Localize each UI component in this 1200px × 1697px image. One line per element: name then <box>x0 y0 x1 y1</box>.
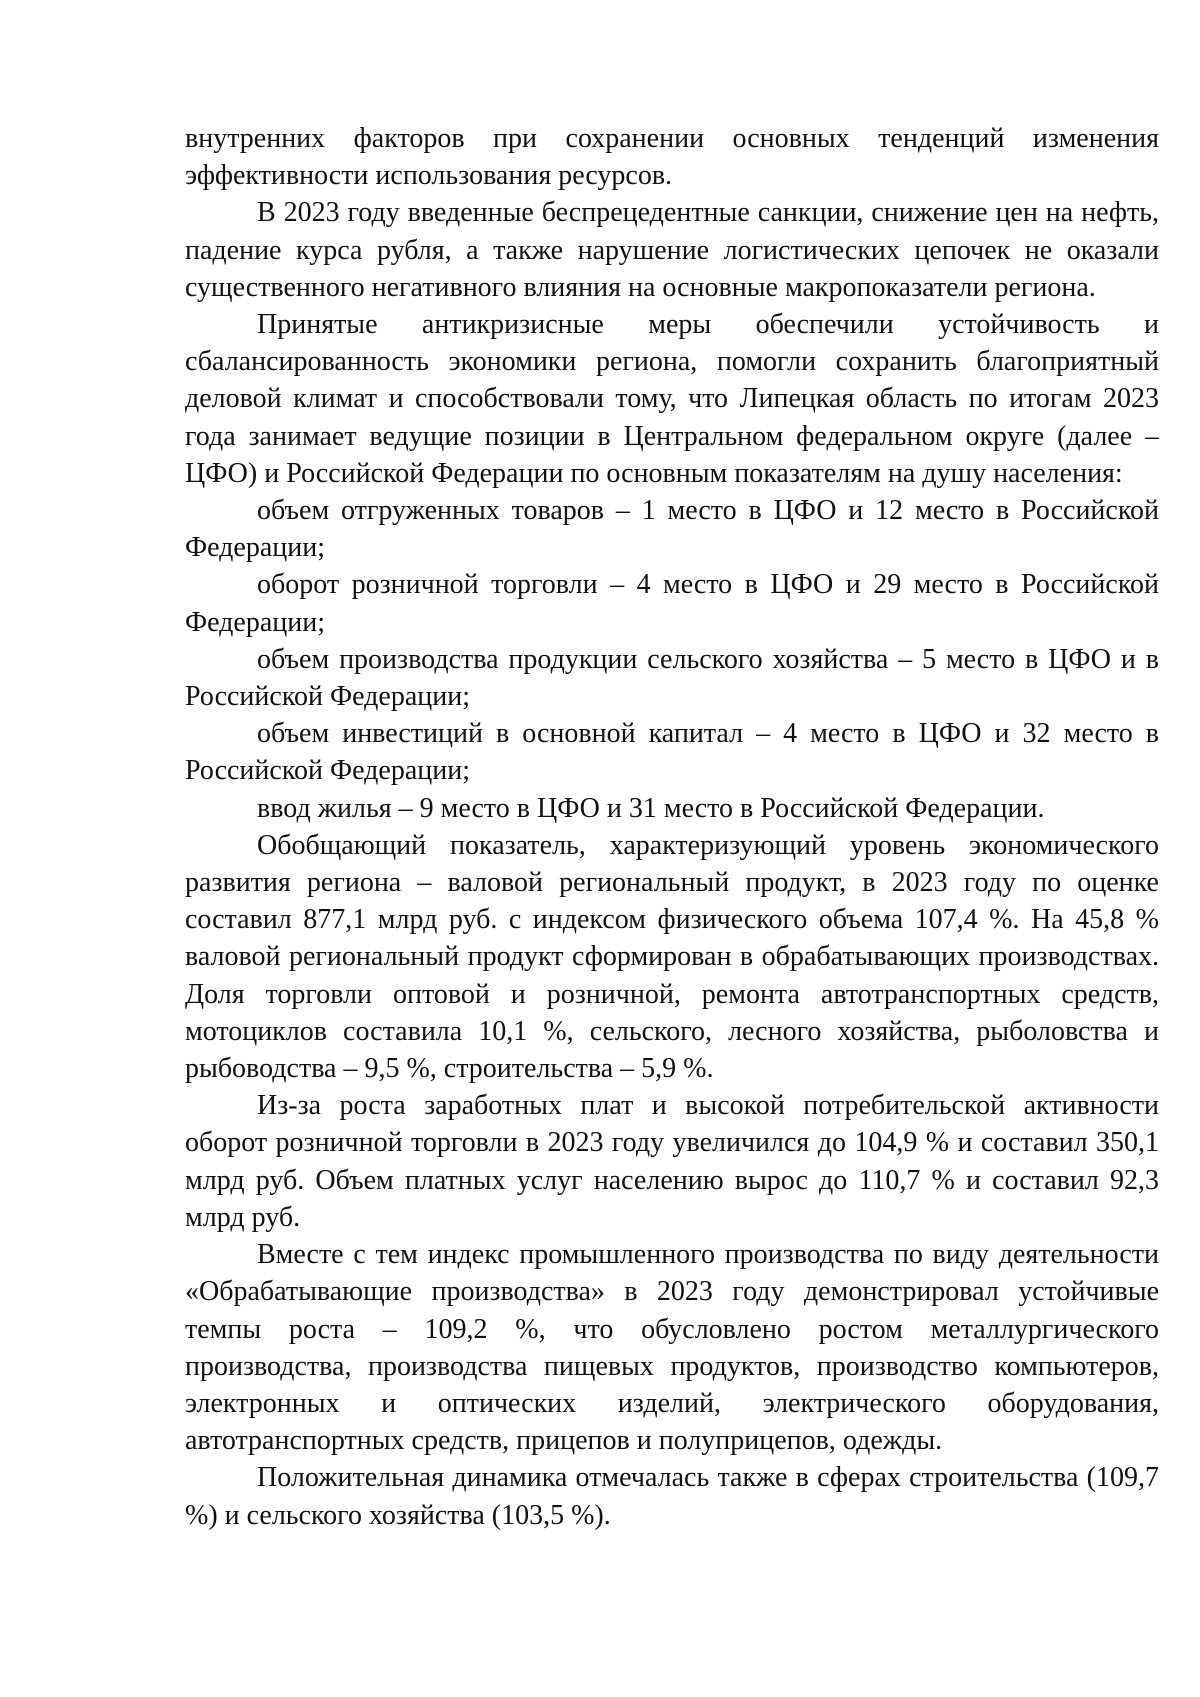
paragraph-continuation: внутренних факторов при сохранении основных тенденций изменения эффективности использования ресурсов. <box>185 123 1159 192</box>
list-item-housing: ввод жилья – 9 место в ЦФО и 31 место в Российской Федерации. <box>257 792 1045 824</box>
paragraph-anticrisis-measures: Принятые антикризисные меры обеспечили устойчивость и сбалансированность экономики региона, помогли сохранить благоприятный деловой климат и способствовали тому, что Липецкая область по итогам 2023 года занимает ведущие позиции в Центральном федеральном округе (далее – ЦФО) и Российской Федерации по основным показателям на душу населения: <box>185 309 1159 489</box>
list-item-shipped-goods: объем отгруженных товаров – 1 место в ЦФО и 12 место в Российской Федерации; <box>185 495 1159 564</box>
document-body <box>185 120 1159 1534</box>
list-item-retail-turnover: оборот розничной торговли – 4 место в ЦФО и 29 место в Российской Федерации; <box>185 569 1159 638</box>
paragraph-positive-dynamics: Положительная динамика отмечалась также в сферах строительства (109,7 %) и сельского хозяйства (103,5 %). <box>185 1462 1159 1531</box>
paragraph-retail-services: Из-за роста заработных плат и высокой потребительской активности оборот розничной торговли в 2023 году увеличился до 104,9 % и составил 350,1 млрд руб. Объем платных услуг населению вырос до 110,7 % и составил 92,3 млрд руб. <box>185 1090 1159 1233</box>
paragraph-manufacturing: Вместе с тем индекс промышленного производства по виду деятельности «Обрабатывающие производства» в 2023 году демонстрировал устойчивые темпы роста – 109,2 %, что обусловлено ростом металлургического производства, производства пищевых продуктов, производство компьютеров, электронных и оптических изделий, электрического оборудования, автотранспортных средств, прицепов и полуприцепов, одежды. <box>185 1239 1159 1457</box>
list-item-agriculture: объем производства продукции сельского хозяйства – 5 место в ЦФО и в Российской Федерации; <box>185 643 1159 713</box>
paragraph-sanctions: В 2023 году введенные беспрецедентные санкции, снижение цен на нефть, падение курса рубля, а также нарушение логистических цепочек не оказали существенного негативного влияния на основные макропоказатели региона. <box>185 197 1159 303</box>
list-item-investment: объем инвестиций в основной капитал – 4 место в ЦФО и 32 место в Российской Федерации; <box>185 718 1159 787</box>
paragraph-grp: Обобщающий показатель, характеризующий уровень экономического развития региона – валовой региональный продукт, в 2023 году по оценке составил 877,1 млрд руб. с индексом физического объема 107,4 %. На 45,8 % валовой региональный продукт сформирован в обрабатывающих производствах. Доля торговли оптовой и розничной, ремонта автотранспортных средств, мотоциклов составила 10,1 %, сельского, лесного хозяйства, рыболовства и рыбоводства – 9,5 %, строительства – 5,9 %. <box>185 829 1159 1085</box>
